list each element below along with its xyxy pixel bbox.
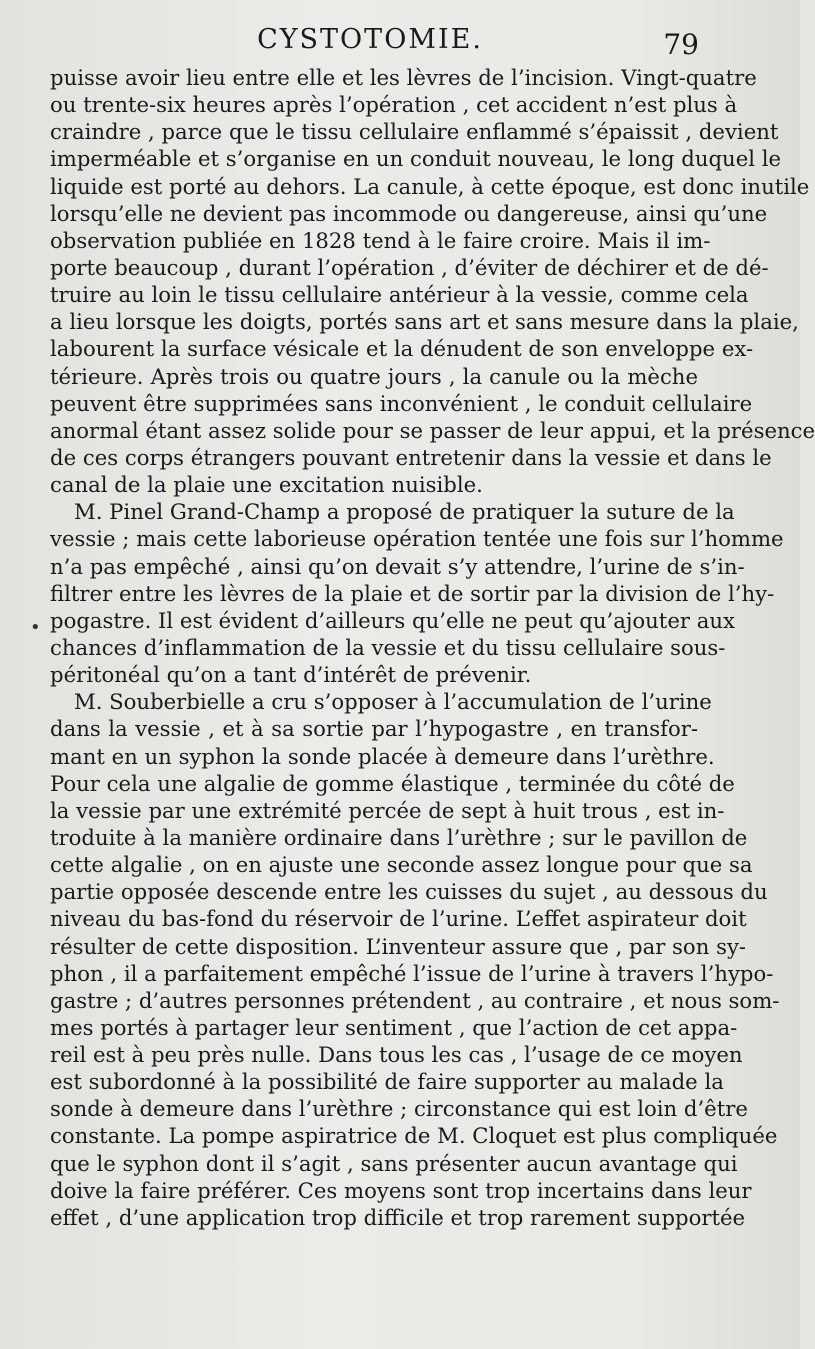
text-line: est subordonné à la possibilité de faire supporter au malade la (50, 1069, 724, 1095)
text-line: lorsqu’elle ne devient pas incommode ou dangereuse, ainsi qu’une (50, 200, 768, 226)
text-line: observation publiée en 1828 tend à le faire croire. Mais il im- (50, 227, 711, 253)
text-line: pogastre. Il est évident d’ailleurs qu’elle ne peut qu’ajouter aux (50, 607, 735, 633)
text-line: ou trente-six heures après l’opération , cet accident n’est plus à (50, 92, 738, 118)
text-line: doive la faire préférer. Ces moyens sont trop incertains dans leur (50, 1177, 752, 1203)
text-line: reil est à peu près nulle. Dans tous les cas , l’usage de ce moyen (50, 1042, 743, 1068)
text-line: anormal étant assez solide pour se passer de leur appui, et la présence (50, 417, 815, 443)
text-line: chances d’inflammation de la vessie et du tissu cellulaire sous- (50, 634, 726, 660)
text-line: constante. La pompe aspiratrice de M. Cloquet est plus compliquée (50, 1123, 778, 1149)
body-text (50, 64, 815, 1231)
text-line: troduite à la manière ordinaire dans l’urèthre ; sur le pavillon de (50, 824, 748, 850)
text-line: niveau du bas-fond du réservoir de l’urine. L’effet aspirateur doit (50, 906, 747, 932)
text-line: peuvent être supprimées sans inconvénient , le conduit cellulaire (50, 390, 753, 416)
text-line: Pour cela une algalie de gomme élastique , terminée du côté de (50, 770, 735, 796)
text-line: sonde à demeure dans l’urèthre ; circonstance qui est loin d’être (50, 1096, 748, 1122)
text-line: labourent la surface vésicale et la dénudent de son enveloppe ex- (50, 336, 754, 362)
text-line: mant en un syphon la sonde placée à demeure dans l’urèthre. (50, 743, 715, 769)
text-line: mes portés à partager leur sentiment , que l’action de cet appa- (50, 1014, 738, 1040)
paragraph-end-line: péritonéal qu’on a tant d’intérêt de prévenir. (50, 662, 532, 688)
text-line: de ces corps étrangers pouvant entretenir dans la vessie et dans le (50, 444, 772, 470)
text-line: n’a pas empêché , ainsi qu’on devait s’y attendre, l’urine de s’in- (50, 553, 745, 579)
text-line: imperméable et s’organise en un conduit nouveau, le long duquel le (50, 146, 782, 172)
paragraph-start-line: M. Souberbielle a cru s’opposer à l’accumulation de l’urine (74, 689, 712, 715)
text-line: a lieu lorsque les doigts, portés sans art et sans mesure dans la plaie, (50, 309, 799, 335)
running-title: CYSTOTOMIE. (257, 24, 483, 55)
text-line: puisse avoir lieu entre elle et les lèvres de l’incision. Vingt-quatre (50, 65, 757, 90)
text-line: gastre ; d’autres personnes prétendent , au contraire , et nous som- (50, 987, 780, 1013)
text-line: truire au loin le tissu cellulaire antérieur à la vessie, comme cela (50, 282, 749, 308)
text-line: vessie ; mais cette laborieuse opération tentée une fois sur l’homme (50, 526, 784, 552)
page-number: 79 (663, 28, 699, 61)
text-line: porte beaucoup , durant l’opération , d’éviter de déchirer et de dé- (50, 254, 769, 280)
text-line: que le syphon dont il s’agit , sans présenter aucun avantage qui (50, 1150, 738, 1176)
text-line: craindre , parce que le tissu cellulaire enflammé s’épaissit , devient (50, 119, 779, 145)
text-line: dans la vessie , et à sa sortie par l’hypogastre , en transfor- (50, 716, 698, 742)
text-line: partie opposée descende entre les cuisses du sujet , au dessous du (50, 879, 768, 905)
text-line: la vessie par une extrémité percée de sept à huit trous , est in- (50, 797, 725, 823)
text-line: filtrer entre les lèvres de la plaie et de sortir par la division de l’hy- (50, 580, 775, 606)
text-line: térieure. Après trois ou quatre jours , la canule ou la mèche (50, 363, 698, 389)
text-line: effet , d’une application trop difficile et trop rarement supportée (50, 1204, 746, 1230)
text-line: résulter de cette disposition. L’inventeur assure que , par son sy- (50, 933, 747, 959)
text-line: cette algalie , on en ajuste une seconde assez longue pour que sa (50, 852, 753, 878)
margin-mark: • (30, 617, 41, 638)
paragraph-end-line: canal de la plaie une excitation nuisible. (50, 472, 483, 498)
text-line: liquide est porté au dehors. La canule, à cette époque, est donc inutile (50, 173, 810, 199)
paragraph-start-line: M. Pinel Grand-Champ a proposé de pratiquer la suture de la (74, 499, 735, 525)
text-line: phon , il a parfaitement empêché l’issue de l’urine à travers l’hypo- (50, 960, 774, 986)
page-header (0, 24, 800, 60)
